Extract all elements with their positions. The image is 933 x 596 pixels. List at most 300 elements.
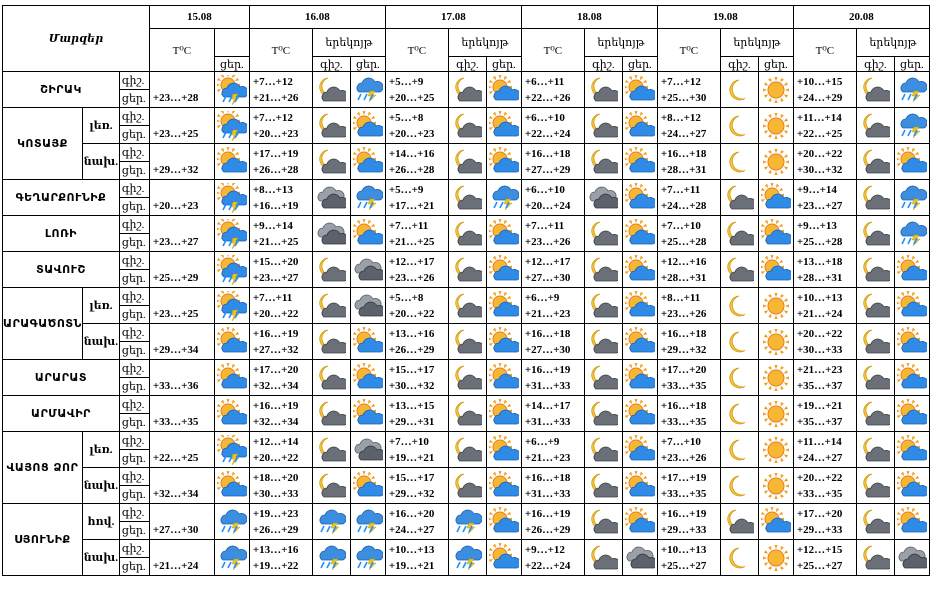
subregion-label: նախ. [82, 144, 119, 180]
sun-cloud-icon [894, 288, 929, 324]
moon-cloud-icon [856, 144, 894, 180]
day-temp: +21…+26 [252, 91, 299, 104]
moon-cloud-icon [856, 288, 894, 324]
night-label: գիշ. [119, 540, 149, 558]
moon-cloud-icon [448, 252, 486, 288]
evening-header: երեկոյթ [584, 29, 657, 57]
day-temp: +33…+35 [796, 487, 843, 500]
moon-icon [720, 72, 758, 108]
cloud-icon [894, 540, 929, 576]
temperature-cell [657, 324, 720, 360]
cloud-rain-icon [894, 108, 929, 144]
sun-cloud-icon [486, 144, 521, 180]
night-label: գիշ. [119, 180, 149, 198]
night-temp: +12…+17 [524, 255, 571, 268]
day-header: ցեր. [486, 57, 521, 72]
temperature-cell [657, 72, 720, 108]
night-temp: +19…+21 [796, 399, 843, 412]
temperature-cell [793, 72, 856, 108]
day-temp: +25…+28 [796, 235, 843, 248]
temperature-cell [385, 144, 448, 180]
temperature-cell: +27…+30 [149, 504, 214, 540]
temperature-cell [249, 360, 312, 396]
temperature-cell [793, 216, 856, 252]
date-header: 18.08 [521, 6, 657, 29]
table-row [3, 72, 930, 90]
night-label: գիշ. [119, 468, 149, 486]
temperature-cell: +21…+24 [149, 540, 214, 576]
sun-cloud-icon [622, 72, 657, 108]
temperature-cell [657, 288, 720, 324]
night-temp: +20…+22 [796, 147, 843, 160]
day-temp: +33…+35 [660, 487, 707, 500]
sun-icon [758, 144, 793, 180]
sun-cloud-icon [486, 108, 521, 144]
moon-cloud-icon [856, 468, 894, 504]
cloud-rain-icon [350, 504, 385, 540]
sun-cloud-icon [622, 468, 657, 504]
moon-icon [720, 432, 758, 468]
cloud-icon [312, 216, 350, 252]
temperature-cell [249, 432, 312, 468]
day-label: ցեր. [119, 522, 149, 540]
night-temp: +13…+18 [796, 255, 843, 268]
day-temp: +24…+27 [660, 127, 707, 140]
moon-cloud-icon [312, 72, 350, 108]
moon-cloud-icon [312, 360, 350, 396]
table-row [3, 252, 930, 270]
sun-cloud-icon [214, 396, 249, 432]
night-temp: +20…+22 [796, 471, 843, 484]
cloud-icon [350, 432, 385, 468]
night-temp: +7…+12 [252, 111, 293, 124]
moon-icon [720, 108, 758, 144]
sun-cloud-icon [350, 468, 385, 504]
day-temp: +25…+27 [796, 559, 843, 572]
day-temp: +22…+24 [524, 559, 571, 572]
night-temp: +13…+16 [252, 543, 299, 556]
moon-icon [720, 468, 758, 504]
night-label: գիշ. [119, 288, 149, 306]
region-name: ՇԻՐԱԿ [3, 72, 120, 108]
temp-col-header: T⁰C [385, 29, 448, 72]
night-label: գիշ. [119, 360, 149, 378]
night-temp: +9…+14 [252, 219, 293, 232]
temperature-cell: +23…+25 [149, 288, 214, 324]
evening-header: երեկոյթ [448, 29, 521, 57]
sun-cloud-icon [622, 504, 657, 540]
sun-icon [758, 468, 793, 504]
day-temp: +20…+24 [524, 199, 571, 212]
cloud-rain-icon [214, 504, 249, 540]
day-temp: +21…+24 [796, 307, 843, 320]
day-temp: +22…+24 [524, 127, 571, 140]
sun-cloud-icon [622, 252, 657, 288]
empty-header-cell [214, 29, 249, 57]
moon-cloud-icon [312, 144, 350, 180]
region-name: ՏԱՎՈՒՇ [3, 252, 120, 288]
sun-cloud-icon [758, 252, 793, 288]
temperature-cell [521, 252, 584, 288]
moon-cloud-icon [448, 144, 486, 180]
temperature-cell [385, 360, 448, 396]
night-temp: +7…+10 [660, 219, 701, 232]
day-temp: +21…+25 [252, 235, 299, 248]
cloud-rain-icon [894, 216, 929, 252]
cloud-icon [584, 180, 622, 216]
sun-icon [758, 360, 793, 396]
day-temp: +23…+27 [796, 199, 843, 212]
temp-col-header: T⁰C [521, 29, 584, 72]
moon-cloud-icon [856, 108, 894, 144]
night-temp: +16…+18 [524, 471, 571, 484]
night-label: գիշ. [119, 324, 149, 342]
temperature-cell [657, 432, 720, 468]
temperature-cell: +33…+35 [149, 396, 214, 432]
temperature-cell [793, 324, 856, 360]
moon-cloud-icon [584, 432, 622, 468]
night-temp: +7…+12 [660, 75, 701, 88]
day-temp: +21…+23 [524, 451, 571, 464]
table-row [3, 216, 930, 234]
day-temp: +30…+32 [796, 163, 843, 176]
temperature-cell [521, 180, 584, 216]
moon-cloud-icon [584, 252, 622, 288]
day-temp: +33…+35 [660, 415, 707, 428]
night-temp: +12…+16 [660, 255, 707, 268]
moon-cloud-icon [584, 468, 622, 504]
night-label: գիշ. [119, 504, 149, 522]
night-temp: +16…+18 [660, 327, 707, 340]
temperature-cell: +29…+32 [149, 144, 214, 180]
night-temp: +7…+11 [660, 183, 701, 196]
temperature-cell [249, 540, 312, 576]
sun-rain-icon [214, 288, 249, 324]
night-temp: +5…+8 [388, 291, 424, 304]
sun-cloud-icon [486, 468, 521, 504]
temperature-cell [793, 540, 856, 576]
temperature-cell [657, 468, 720, 504]
moon-cloud-icon [584, 216, 622, 252]
moon-cloud-icon [720, 180, 758, 216]
temperature-cell [657, 540, 720, 576]
moon-icon [720, 144, 758, 180]
moon-cloud-icon [720, 504, 758, 540]
evening-header: երեկոյթ [856, 29, 929, 57]
table-row [3, 396, 930, 414]
sun-rain-icon [214, 216, 249, 252]
sun-cloud-icon [894, 144, 929, 180]
temperature-cell [385, 504, 448, 540]
sun-cloud-icon [486, 252, 521, 288]
temperature-cell [385, 72, 448, 108]
temperature-cell [385, 216, 448, 252]
region-name: ԱՐԱՐԱՏ [3, 360, 120, 396]
night-header: գիշ. [448, 57, 486, 72]
sun-cloud-icon [622, 432, 657, 468]
sun-cloud-icon [214, 360, 249, 396]
night-temp: +16…+20 [388, 507, 435, 520]
sun-cloud-icon [214, 468, 249, 504]
day-label: ցեր. [119, 162, 149, 180]
sun-cloud-icon [486, 360, 521, 396]
temperature-cell [521, 324, 584, 360]
temperature-cell [657, 108, 720, 144]
night-header: գիշ. [312, 57, 350, 72]
subregion-label: նախ. [82, 468, 119, 504]
day-temp: +30…+33 [796, 343, 843, 356]
temperature-cell [657, 504, 720, 540]
moon-cloud-icon [448, 360, 486, 396]
temperature-cell: +32…+34 [149, 468, 214, 504]
day-temp: +22…+25 [796, 127, 843, 140]
sun-cloud-icon [894, 432, 929, 468]
moon-cloud-icon [448, 180, 486, 216]
sun-cloud-icon [486, 504, 521, 540]
region-name: ԼՈՌԻ [3, 216, 120, 252]
sun-icon [758, 540, 793, 576]
date-header: 16.08 [249, 6, 385, 29]
night-temp: +12…+15 [796, 543, 843, 556]
day-label: ցեր. [119, 450, 149, 468]
temperature-cell [249, 396, 312, 432]
night-temp: +6…+9 [524, 291, 560, 304]
sun-cloud-icon [486, 396, 521, 432]
temperature-cell [249, 324, 312, 360]
temp-col-header: T⁰C [793, 29, 856, 72]
cloud-rain-icon [448, 504, 486, 540]
day-label: ցեր. [119, 126, 149, 144]
night-temp: +15…+20 [252, 255, 299, 268]
temperature-cell [793, 252, 856, 288]
night-temp: +7…+11 [252, 291, 293, 304]
moon-cloud-icon [584, 72, 622, 108]
moon-cloud-icon [312, 252, 350, 288]
temperature-cell [249, 108, 312, 144]
region-name: ԱՐԱԳԱԾՈՏՆ [3, 288, 83, 360]
night-temp: +10…+13 [796, 291, 843, 304]
day-label: ցեր. [119, 378, 149, 396]
cloud-rain-icon [312, 540, 350, 576]
night-temp: +18…+20 [252, 471, 299, 484]
sun-rain-icon [214, 72, 249, 108]
day-temp: +24…+27 [796, 451, 843, 464]
cloud-icon [622, 540, 657, 576]
day-temp: +31…+33 [524, 487, 571, 500]
day-temp: +26…+29 [388, 343, 435, 356]
moon-cloud-icon [856, 324, 894, 360]
day-header: ցեր. [894, 57, 929, 72]
day-label: ցեր. [119, 198, 149, 216]
night-temp: +11…+14 [796, 435, 842, 448]
moon-cloud-icon [584, 288, 622, 324]
temperature-cell: +23…+25 [149, 108, 214, 144]
moon-cloud-icon [448, 432, 486, 468]
temperature-cell [521, 72, 584, 108]
moon-cloud-icon [312, 108, 350, 144]
night-label: գիշ. [119, 72, 149, 90]
night-temp: +17…+20 [796, 507, 843, 520]
moon-cloud-icon [856, 504, 894, 540]
night-temp: +15…+17 [388, 471, 435, 484]
moon-cloud-icon [856, 396, 894, 432]
temperature-cell [249, 144, 312, 180]
night-temp: +7…+11 [388, 219, 429, 232]
night-label: գիշ. [119, 216, 149, 234]
temperature-cell: +23…+28 [149, 72, 214, 108]
night-temp: +6…+11 [524, 75, 565, 88]
moon-cloud-icon [448, 396, 486, 432]
sun-cloud-icon [758, 180, 793, 216]
date-header: 20.08 [793, 6, 929, 29]
day-label: ցեր. [119, 342, 149, 360]
day-temp: +29…+32 [660, 343, 707, 356]
day-label: ցեր. [119, 90, 149, 108]
day-temp: +35…+37 [796, 379, 843, 392]
day-temp: +24…+28 [660, 199, 707, 212]
night-temp: +7…+10 [388, 435, 429, 448]
date-header: 19.08 [657, 6, 793, 29]
day-label: ցեր. [119, 486, 149, 504]
day-temp: +17…+21 [388, 199, 435, 212]
day-temp: +20…+23 [388, 127, 435, 140]
night-label: գիշ. [119, 396, 149, 414]
night-label: գիշ. [119, 144, 149, 162]
day-temp: +29…+33 [660, 523, 707, 536]
sun-cloud-icon [486, 216, 521, 252]
night-temp: +5…+9 [388, 75, 424, 88]
moon-cloud-icon [856, 72, 894, 108]
temp-col-header: T⁰C [149, 29, 214, 72]
day-temp: +20…+25 [388, 91, 435, 104]
temperature-cell [793, 108, 856, 144]
forecast-table [2, 5, 930, 576]
temp-col-header: T⁰C [657, 29, 720, 72]
night-temp: +7…+12 [252, 75, 293, 88]
temperature-cell [385, 252, 448, 288]
night-temp: +19…+23 [252, 507, 299, 520]
day-temp: +31…+33 [524, 415, 571, 428]
night-temp: +5…+8 [388, 111, 424, 124]
sun-icon [758, 288, 793, 324]
temperature-cell [793, 288, 856, 324]
night-temp: +16…+19 [252, 327, 299, 340]
sun-cloud-icon [622, 360, 657, 396]
cloud-icon [350, 252, 385, 288]
evening-header: երեկոյթ [720, 29, 793, 57]
moon-cloud-icon [856, 360, 894, 396]
sun-cloud-icon [894, 360, 929, 396]
night-label: գիշ. [119, 252, 149, 270]
sun-rain-icon [214, 432, 249, 468]
temperature-cell [521, 504, 584, 540]
temperature-cell [249, 216, 312, 252]
moon-cloud-icon [720, 252, 758, 288]
temperature-cell [385, 396, 448, 432]
day-temp: +19…+21 [388, 559, 435, 572]
cloud-rain-icon [486, 180, 521, 216]
day-temp: +20…+23 [252, 127, 299, 140]
temperature-cell [521, 432, 584, 468]
temperature-cell [521, 108, 584, 144]
sun-cloud-icon [622, 144, 657, 180]
day-temp: +32…+34 [252, 415, 299, 428]
day-temp: +32…+34 [252, 379, 299, 392]
day-temp: +30…+32 [388, 379, 435, 392]
day-temp: +35…+37 [796, 415, 843, 428]
moon-cloud-icon [448, 216, 486, 252]
subregion-label: լեռ. [82, 108, 119, 144]
night-temp: +8…+11 [660, 291, 701, 304]
day-temp: +24…+27 [388, 523, 435, 536]
day-temp: +29…+31 [388, 415, 435, 428]
temperature-cell [249, 72, 312, 108]
table-row [3, 504, 930, 522]
sun-cloud-icon [622, 324, 657, 360]
day-label: ցեր. [119, 306, 149, 324]
table-row [3, 144, 930, 162]
temperature-cell [385, 432, 448, 468]
night-temp: +7…+10 [660, 435, 701, 448]
sun-cloud-icon [486, 432, 521, 468]
sun-cloud-icon [622, 216, 657, 252]
temperature-cell [521, 360, 584, 396]
night-temp: +17…+20 [252, 363, 299, 376]
moon-cloud-icon [448, 108, 486, 144]
night-temp: +16…+19 [524, 507, 571, 520]
night-temp: +10…+13 [660, 543, 707, 556]
day-temp: +33…+35 [660, 379, 707, 392]
moon-cloud-icon [448, 324, 486, 360]
temperature-cell [793, 144, 856, 180]
night-temp: +12…+17 [388, 255, 435, 268]
night-temp: +8…+13 [252, 183, 293, 196]
cloud-rain-icon [350, 540, 385, 576]
day-temp: +27…+30 [524, 271, 571, 284]
day-temp: +26…+28 [252, 163, 299, 176]
temperature-cell [793, 468, 856, 504]
subregion-label: լեռ. [82, 288, 119, 324]
cloud-icon [350, 288, 385, 324]
day-temp: +27…+30 [524, 343, 571, 356]
night-temp: +16…+19 [252, 399, 299, 412]
moon-cloud-icon [584, 144, 622, 180]
temperature-cell [521, 144, 584, 180]
moon-cloud-icon [584, 396, 622, 432]
temperature-cell [249, 252, 312, 288]
temperature-cell [657, 360, 720, 396]
sun-cloud-icon [350, 216, 385, 252]
moon-icon [720, 360, 758, 396]
moon-cloud-icon [584, 108, 622, 144]
temperature-cell [385, 108, 448, 144]
temperature-cell: +25…+29 [149, 252, 214, 288]
day-header: ցեր. [214, 57, 249, 72]
sun-cloud-icon [350, 108, 385, 144]
night-temp: +16…+19 [524, 363, 571, 376]
night-temp: +9…+13 [796, 219, 837, 232]
day-temp: +22…+26 [524, 91, 571, 104]
temperature-cell: +29…+34 [149, 324, 214, 360]
temperature-cell [385, 324, 448, 360]
night-temp: +7…+11 [524, 219, 565, 232]
region-name: ՎԱՅՈՑ ՁՈՐ [3, 432, 83, 504]
sun-cloud-icon [350, 144, 385, 180]
night-temp: +14…+17 [524, 399, 571, 412]
sun-cloud-icon [214, 144, 249, 180]
day-temp: +19…+22 [252, 559, 299, 572]
night-temp: +12…+14 [252, 435, 299, 448]
